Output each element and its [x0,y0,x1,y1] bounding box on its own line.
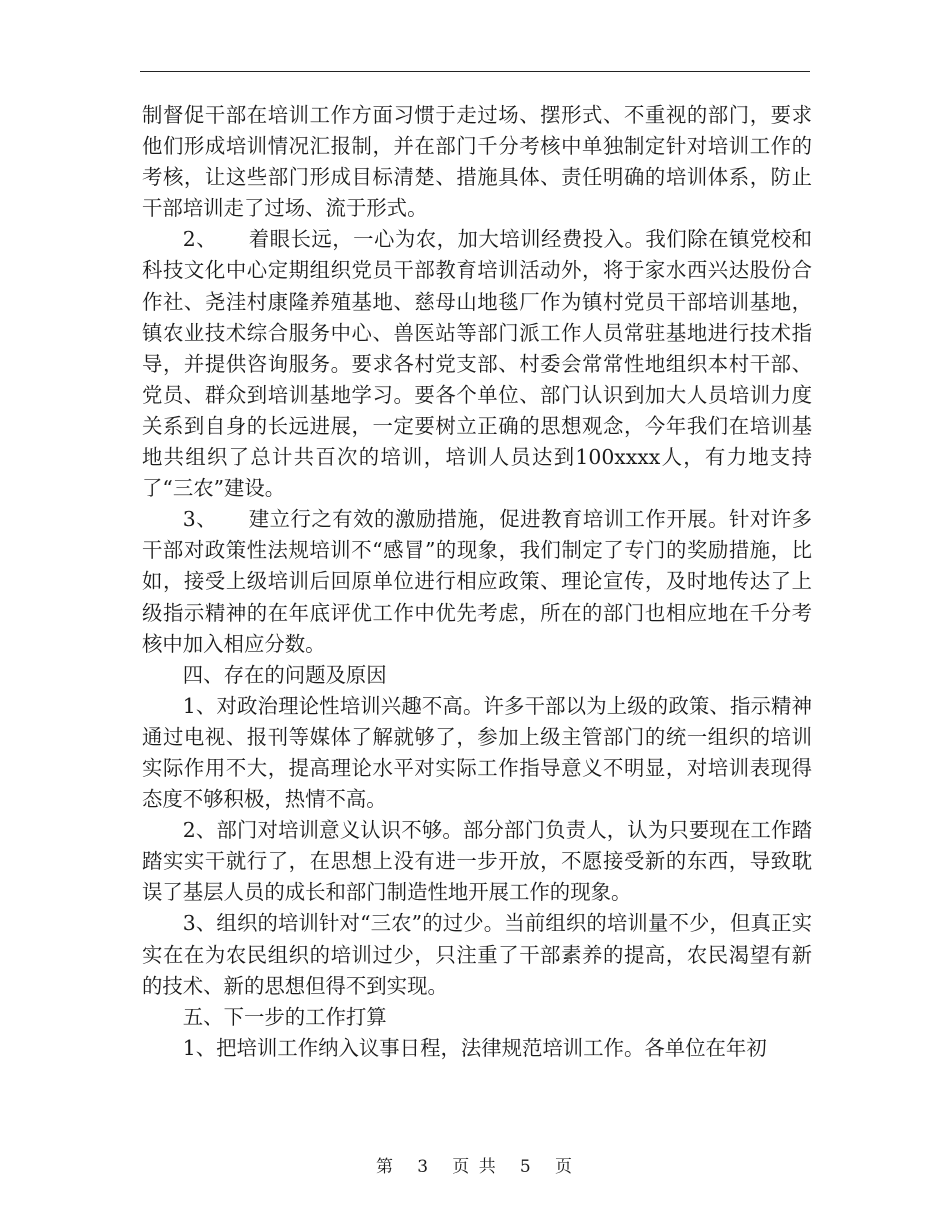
header-rule [140,71,810,72]
footer-total-pages: 5 [519,1157,533,1177]
paragraph-continuation: 制督促干部在培训工作方面习惯于走过场、摆形式、不重视的部门，要求他们形成培训情况汇报制，并在部门千分考核中单独制定针对培训工作的考核，让这些部门形成目标清楚、措施具体、责任明确的培训体系，防止干部培训走了过场、流于形式。 [142,103,812,221]
paragraph-item-2: 2、 着眼长远，一心为农，加大培训经费投入。我们除在镇党校和科技文化中心定期组织党员干部教育培训活动外，将于家水西兴达股份合作社、尧洼村康隆养殖基地、慈母山地毯厂作为镇村党员干部培训基地，镇农业技术综合服务中心、兽医站等部门派工作人员常驻基地进行技术指导，并提供咨询服务。要求各村党支部、村委会常常性地组织本村干部、党员、群众到培训基地学习。要各个单位、部门认识到加大人员培训力度关系到自身的长远进展，一定要树立正确的思想观念，今年我们在培训基地共组织了总计共百次的培训，培训人员达到100xxxx人，有力地支持了“三农”建设。 [142,227,812,501]
footer-prefix: 第 [376,1157,396,1177]
document-body [142,100,812,1064]
section-heading-next-steps: 五、下一步的工作打算 [182,1004,387,1029]
paragraph-item-3: 3、 建立行之有效的激励措施，促进教育培训工作开展。针对许多干部对政策性法规培训不“感冒”的现象，我们制定了专门的奖励措施，比如，接受上级培训后回原单位进行相应政策、理论宣传，及时地传达了上级指示精神的在年底评优工作中优先考虑，所在的部门也相应地在千分考核中加入相应分数。 [142,507,812,656]
paragraph-plan-1: 1、把培训工作纳入议事日程，法律规范培训工作。各单位在年初 [182,1035,767,1060]
section-heading-problems: 四、存在的问题及原因 [182,662,387,687]
footer-middle: 页 共 [452,1157,498,1177]
paragraph-problem-3: 3、组织的培训针对“三农”的过少。当前组织的培训量不少，但真正实实在在为农民组织的培训过少，只注重了干部素养的提高，农民渴望有新的技术、新的思想但得不到实现。 [142,911,812,998]
paragraph-problem-2: 2、部门对培训意义认识不够。部分部门负责人，认为只要现在工作踏踏实实干就行了，在思想上没有进一步开放，不愿接受新的东西，导致耽误了基层人员的成长和部门制造性地开展工作的现象。 [142,818,812,905]
page-footer [0,1152,950,1177]
paragraph-problem-1: 1、对政治理论性培训兴趣不高。许多干部以为上级的政策、指示精神通过电视、报刊等媒体了解就够了，参加上级主管部门的统一组织的培训实际作用不大，提高理论水平对实际工作指导意义不明显，对培训表现得态度不够积极，热情不高。 [142,693,812,812]
footer-suffix: 页 [554,1157,574,1177]
footer-current-page: 3 [417,1157,431,1177]
